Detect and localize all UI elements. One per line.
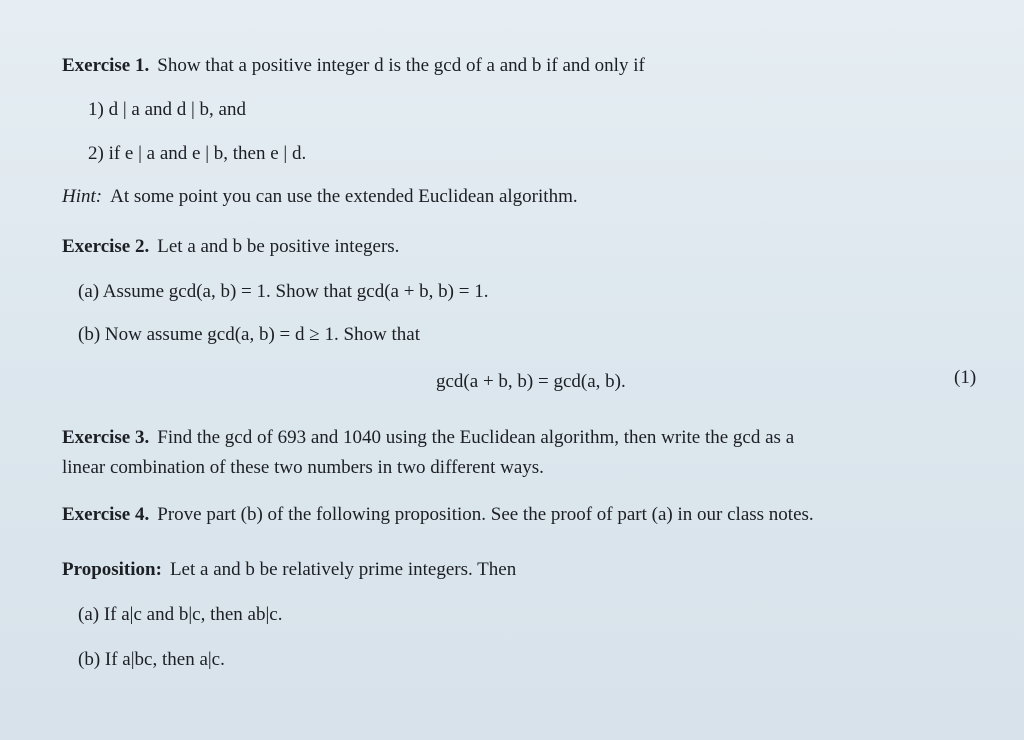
exercise-1-item-2: 2) if e | a and e | b, then e | d. bbox=[88, 143, 307, 164]
exercise-3-text-2: linear combination of these two numbers in two different ways. bbox=[62, 457, 544, 478]
exercise-2-part-b: (b) Now assume gcd(a, b) = d ≥ 1. Show that bbox=[78, 324, 420, 345]
proposition-part-a: (a) If a|c and b|c, then ab|c. bbox=[78, 604, 283, 625]
exercise-2-statement: Let a and b be positive integers. bbox=[157, 236, 400, 257]
equation-number: (1) bbox=[954, 367, 977, 388]
exercise-2-line bbox=[62, 235, 399, 259]
hint-text: At some point you can use the extended Euclidean algorithm. bbox=[110, 186, 578, 207]
exercise-1-statement: Show that a positive integer d is the gcd of a and b if and only if bbox=[157, 55, 645, 76]
exercise-4-statement: Prove part (b) of the following proposition. See the proof of part (a) in our class notes. bbox=[157, 504, 814, 525]
exercise-2-equation: gcd(a + b, b) = gcd(a, b). bbox=[436, 371, 626, 392]
proposition-part-b: (b) If a|bc, then a|c. bbox=[78, 649, 225, 670]
exercise-2-label: Exercise 2. bbox=[62, 236, 150, 257]
exercise-3-text-1: Find the gcd of 693 and 1040 using the Euclidean algorithm, then write the gcd as a bbox=[157, 427, 795, 448]
exercise-4-line bbox=[62, 503, 814, 527]
exercise-2-part-a: (a) Assume gcd(a, b) = 1. Show that gcd(a + b, b) = 1. bbox=[78, 281, 489, 302]
proposition-line bbox=[62, 558, 516, 582]
exercise-1-line bbox=[62, 54, 645, 78]
proposition-statement: Let a and b be relatively prime integers. Then bbox=[169, 559, 517, 580]
hint-label: Hint: bbox=[62, 186, 103, 207]
proposition-label: Proposition: bbox=[62, 559, 162, 580]
exercise-3-label: Exercise 3. bbox=[62, 427, 150, 448]
exercise-1-hint bbox=[62, 185, 578, 209]
exercise-3-line bbox=[62, 426, 794, 450]
exercise-4-label: Exercise 4. bbox=[62, 504, 150, 525]
exercise-1-item-1: 1) d | a and d | b, and bbox=[88, 99, 246, 120]
exercise-1-label: Exercise 1. bbox=[62, 55, 150, 76]
